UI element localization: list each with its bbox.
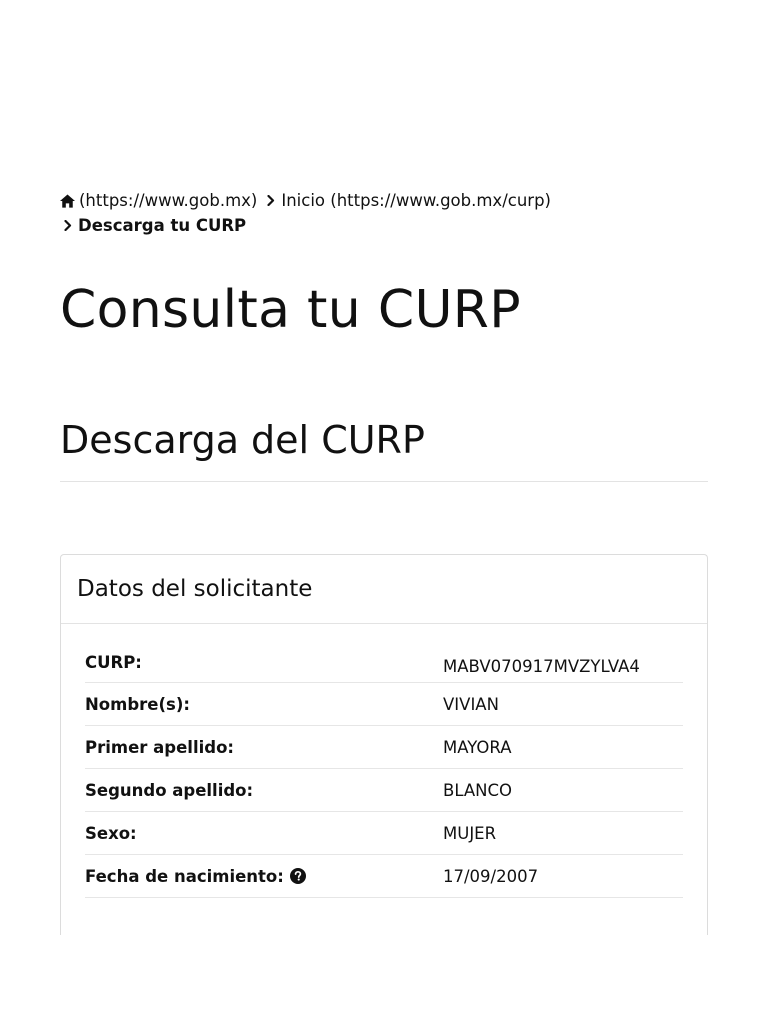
question-circle-icon[interactable] — [290, 868, 306, 884]
breadcrumb-inicio-url[interactable]: (https://www.gob.mx/curp) — [330, 191, 551, 210]
applicant-data-table — [85, 641, 683, 898]
panel-title: Datos del solicitante — [77, 576, 313, 602]
field-label-with-help — [85, 867, 443, 886]
panel-header — [61, 555, 707, 624]
section-title: Descarga del CURP — [60, 418, 425, 462]
field-label: Fecha de nacimiento: — [85, 866, 284, 886]
field-label: Sexo: — [85, 823, 137, 843]
breadcrumb-line-2 — [60, 213, 620, 238]
table-row — [85, 769, 683, 812]
field-label: Primer apellido: — [85, 737, 234, 757]
breadcrumb-current: Descarga tu CURP — [78, 216, 247, 235]
table-row — [85, 641, 683, 683]
field-value: BLANCO — [443, 780, 513, 800]
breadcrumb — [60, 188, 620, 238]
home-link-url[interactable]: (https://www.gob.mx) — [79, 191, 258, 210]
field-label: Segundo apellido: — [85, 780, 254, 800]
field-label: CURP: — [85, 653, 142, 672]
field-value: 17/09/2007 — [443, 866, 539, 886]
field-label: Nombre(s): — [85, 694, 190, 714]
home-icon[interactable] — [60, 194, 75, 208]
table-row — [85, 726, 683, 769]
page-title: Consulta tu CURP — [60, 280, 521, 340]
table-row — [85, 855, 683, 898]
field-value: VIVIAN — [443, 694, 499, 714]
table-row — [85, 812, 683, 855]
field-value: MAYORA — [443, 737, 512, 757]
applicant-data-panel — [60, 554, 708, 935]
section-divider — [60, 481, 708, 482]
field-value: MUJER — [443, 823, 497, 843]
breadcrumb-line-1 — [60, 188, 620, 213]
chevron-right-icon — [64, 220, 72, 231]
field-value: MABV070917MVZYLVA4 — [443, 657, 640, 676]
table-row — [85, 683, 683, 726]
chevron-right-icon — [267, 195, 275, 206]
breadcrumb-inicio-link[interactable]: Inicio — [281, 191, 326, 210]
